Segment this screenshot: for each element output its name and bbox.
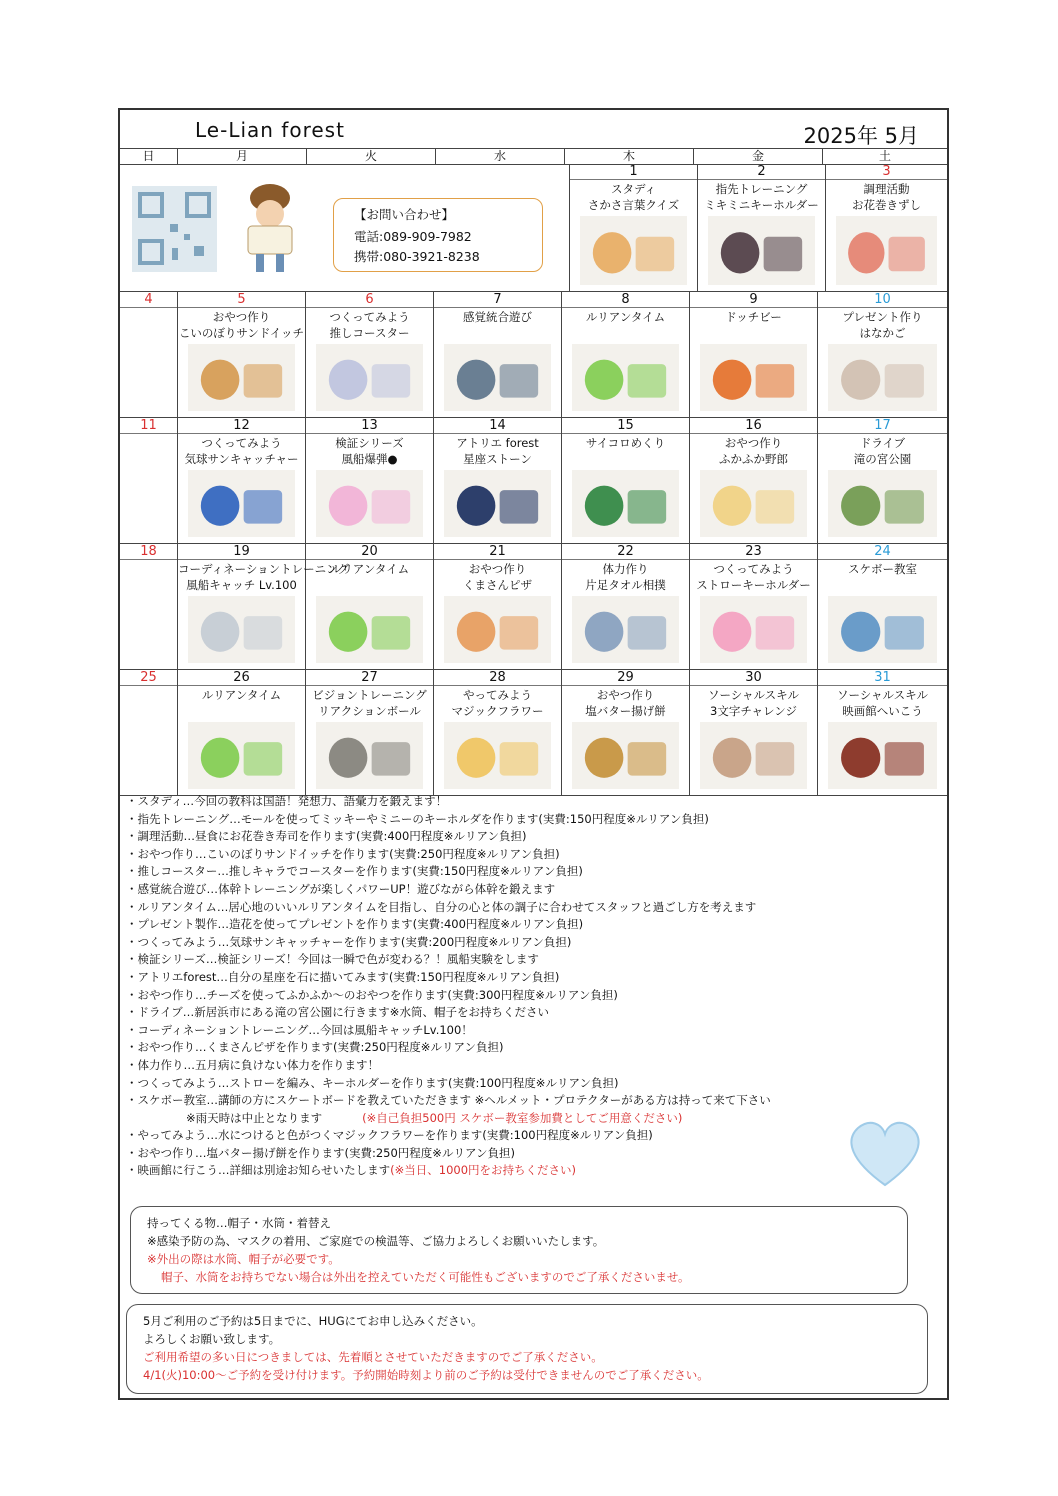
day-cell bbox=[434, 418, 562, 543]
day-cell bbox=[120, 418, 178, 543]
day-cell bbox=[178, 670, 306, 795]
activity-title: スケボー教室 bbox=[848, 562, 917, 576]
activity-subtitle: 片足タオル相撲 bbox=[585, 578, 666, 592]
reservation-line: 5月ご利用のご予約は5日までに、HUGにてお申し込みください。 bbox=[143, 1314, 483, 1328]
activity-photo-icon bbox=[828, 596, 937, 663]
day-cell bbox=[698, 164, 826, 291]
activity-photo-icon bbox=[580, 216, 687, 285]
activity-photo-icon bbox=[572, 344, 679, 411]
activity-subtitle: こいのぼりサンドイッチ bbox=[178, 326, 305, 340]
day-number: 26 bbox=[178, 670, 305, 686]
day-cell bbox=[120, 670, 178, 795]
activity-photo-icon bbox=[188, 470, 295, 537]
activity-photo-icon bbox=[316, 596, 423, 663]
activity-title: 調理活動 bbox=[863, 182, 910, 196]
day-cell bbox=[120, 544, 178, 669]
brand-name: Le-Lian forest bbox=[195, 118, 345, 142]
activity-subtitle: 塩バター揚げ餅 bbox=[585, 704, 666, 718]
note-line: ・アトリエforest…自分の星座を石に描いてみます(実費:150円程度※ルリアン負担) bbox=[126, 969, 560, 984]
week-row bbox=[120, 164, 947, 292]
title-row bbox=[120, 110, 947, 149]
activity-title: プレゼント作り bbox=[842, 310, 923, 324]
activity-title: ルリアンタイム bbox=[329, 562, 410, 576]
outing-note: ※外出の際は水筒、帽子が必要です。 bbox=[147, 1252, 340, 1266]
day-number: 23 bbox=[690, 544, 817, 560]
day-number: 10 bbox=[818, 292, 947, 308]
day-cell bbox=[120, 292, 178, 417]
week-row bbox=[120, 670, 947, 796]
activity-photo-icon bbox=[444, 344, 551, 411]
day-cell bbox=[570, 164, 698, 291]
contact-box bbox=[333, 198, 543, 272]
contact-cell bbox=[120, 164, 570, 291]
activity-subtitle: リアクションボール bbox=[318, 704, 421, 718]
activity-title: やってみよう bbox=[463, 688, 532, 702]
week-row bbox=[120, 544, 947, 670]
day-cell bbox=[178, 292, 306, 417]
day-number: 13 bbox=[306, 418, 433, 434]
day-cell bbox=[306, 670, 434, 795]
note-line: ・スタディ…今回の教科は国語！発想力、語彙力を鍛えます！ bbox=[126, 794, 448, 808]
note-line: ・検証シリーズ…検証シリーズ！今回は一瞬で色が変わる？！風船実験をします bbox=[126, 952, 539, 967]
activity-subtitle: 風船キャッチ Lv.100 bbox=[186, 578, 297, 592]
day-cell bbox=[818, 418, 947, 543]
day-number: 21 bbox=[434, 544, 561, 560]
activity-subtitle: お花巻きずし bbox=[852, 198, 921, 212]
activity-photo-icon bbox=[836, 216, 937, 285]
activity-title: ルリアンタイム bbox=[201, 688, 282, 702]
outing-note-2: 帽子、水筒をお持ちでない場合は外出を控えていただく可能性もございますのでご了承くださいませ。 bbox=[161, 1270, 690, 1284]
activity-subtitle: 風船爆弾● bbox=[341, 452, 398, 466]
note-line: ・感覚統合遊び…体幹トレーニングが楽しくパワーUP！遊びながら体幹を鍛えます bbox=[126, 881, 556, 896]
heart-logo-icon bbox=[840, 1110, 930, 1190]
activity-photo-icon bbox=[444, 470, 551, 537]
activity-photo-icon bbox=[316, 722, 423, 789]
day-number: 19 bbox=[178, 544, 305, 560]
weekday-label: 金 bbox=[694, 148, 823, 164]
note-line: ・おやつ作り…チーズを使ってふかふか～のおやつを作ります(実費:300円程度※ルリアン負担) bbox=[126, 987, 618, 1002]
day-cell bbox=[562, 292, 690, 417]
contact-phone: 電話:089-909-7982 bbox=[354, 229, 472, 244]
day-number: 17 bbox=[818, 418, 947, 434]
activity-photo-icon bbox=[444, 596, 551, 663]
activity-title: ソーシャルスキル bbox=[707, 688, 800, 702]
day-number: 30 bbox=[690, 670, 817, 686]
day-number: 5 bbox=[178, 292, 305, 308]
skate-fee-note: (※自己負担500円 スケボー教室参加費としてご用意ください) bbox=[362, 1110, 683, 1125]
day-number: 27 bbox=[306, 670, 433, 686]
day-number: 16 bbox=[690, 418, 817, 434]
day-cell bbox=[306, 418, 434, 543]
day-cell bbox=[690, 292, 818, 417]
activity-subtitle: ストローキーホルダー bbox=[696, 578, 811, 592]
activity-title: ルリアンタイム bbox=[585, 310, 666, 324]
day-number: 25 bbox=[120, 670, 177, 686]
activity-subtitle: 星座ストーン bbox=[463, 452, 532, 466]
movie-note: ・映画館に行こう…詳細は別途お知らせいたします bbox=[126, 1163, 391, 1178]
note-line: ・おやつ作り…くまさんピザを作ります(実費:250円程度※ルリアン負担) bbox=[126, 1040, 504, 1055]
activity-subtitle: はなかご bbox=[859, 326, 906, 340]
activity-title: つくってみよう bbox=[201, 436, 282, 450]
activity-title: おやつ作り bbox=[724, 436, 783, 450]
note-line: ・体力作り…五月病に負けない体力を作ります！ bbox=[126, 1057, 379, 1072]
day-cell bbox=[690, 418, 818, 543]
day-number: 11 bbox=[120, 418, 177, 434]
note-line: ・ルリアンタイム…居心地のいいルリアンタイムを目指し、自分の心と体の調子に合わせてスタッフと過ごし方を考えます bbox=[126, 899, 757, 914]
day-cell bbox=[562, 544, 690, 669]
activity-photo-icon bbox=[572, 470, 679, 537]
activity-title: コーディネーショントレーニング bbox=[178, 562, 349, 576]
activity-title: 感覚統合遊び bbox=[463, 310, 532, 324]
weekday-label: 土 bbox=[878, 149, 891, 163]
day-number: 9 bbox=[690, 292, 817, 308]
week-row bbox=[120, 292, 947, 418]
day-cell bbox=[306, 292, 434, 417]
qr-code-icon bbox=[132, 186, 217, 272]
note-line: ・やってみよう…水につけると色がつくマジックフラワーを作ります(実費:100円程度※ルリアン負担) bbox=[126, 1128, 653, 1143]
activity-photo-icon bbox=[444, 722, 551, 789]
activity-subtitle: マジックフラワー bbox=[451, 704, 544, 718]
note-line: ・コーディネーショントレーニング…今回は風船キャッチLv.100！ bbox=[126, 1022, 473, 1037]
day-number: 15 bbox=[562, 418, 689, 434]
day-cell bbox=[434, 670, 562, 795]
activity-photo-icon bbox=[572, 596, 679, 663]
activity-title: ビジョントレーニング bbox=[312, 688, 427, 702]
weekday-label: 月 bbox=[178, 148, 307, 164]
note-line: ・おやつ作り…こいのぼりサンドイッチを作ります(実費:250円程度※ルリアン負担) bbox=[126, 846, 560, 861]
day-number: 29 bbox=[562, 670, 689, 686]
contact-mobile: 携帯:080-3921-8238 bbox=[354, 249, 480, 264]
infection-note: ※感染予防の為、マスクの着用、ご家庭での検温等、ご協力よろしくお願いいたします。 bbox=[147, 1234, 605, 1248]
activity-photo-icon bbox=[188, 596, 295, 663]
note-line: ・調理活動…昼食にお花巻き寿司を作ります(実費:400円程度※ルリアン負担) bbox=[126, 829, 527, 844]
day-number: 12 bbox=[178, 418, 305, 434]
day-cell bbox=[690, 670, 818, 795]
day-number: 20 bbox=[306, 544, 433, 560]
note-line: ・おやつ作り…塩バター揚げ餅を作ります(実費:250円程度※ルリアン負担) bbox=[126, 1145, 515, 1160]
note-line: ・プレゼント製作…造花を使ってプレゼントを作ります(実費:400円程度※ルリアン負担) bbox=[126, 917, 584, 932]
day-cell bbox=[434, 544, 562, 669]
weekday-label: 水 bbox=[436, 148, 565, 164]
day-cell bbox=[690, 544, 818, 669]
day-number: 18 bbox=[120, 544, 177, 560]
activity-title: おやつ作り bbox=[468, 562, 527, 576]
activity-subtitle: 推しコースター bbox=[329, 326, 410, 340]
activity-photo-icon bbox=[828, 470, 937, 537]
day-cell bbox=[818, 544, 947, 669]
activity-title: 指先トレーニング bbox=[715, 182, 808, 196]
activity-subtitle: ミキミニキーホルダー bbox=[704, 198, 819, 212]
note-line: ・つくってみよう…気球サンキャッチャーを作ります(実費:200円程度※ルリアン負担) bbox=[126, 934, 572, 949]
reservation-priority: ご利用希望の多い日につきましては、先着順とさせていただきますのでご了承ください。 bbox=[143, 1350, 603, 1364]
note-line-movie bbox=[126, 1162, 941, 1180]
activity-title: おやつ作り bbox=[212, 310, 271, 324]
day-cell bbox=[826, 164, 947, 291]
day-cell bbox=[178, 418, 306, 543]
week-row bbox=[120, 418, 947, 544]
day-cell bbox=[562, 670, 690, 795]
activity-photo-icon bbox=[316, 470, 423, 537]
day-number: 22 bbox=[562, 544, 689, 560]
weekday-label: 火 bbox=[307, 148, 436, 164]
activity-photo-icon bbox=[572, 722, 679, 789]
note-line-rain bbox=[126, 1110, 941, 1128]
activity-subtitle: 映画館へいこう bbox=[842, 704, 923, 718]
activity-subtitle: ふかふか野郎 bbox=[719, 452, 788, 466]
note-line: ・指先トレーニング…モールを使ってミッキーやミニーのキーホルダを作ります(実費:150円程度※ルリアン負担) bbox=[126, 811, 709, 826]
day-number: 6 bbox=[306, 292, 433, 308]
activity-title: ドッチビー bbox=[725, 310, 782, 324]
mascot-icon bbox=[230, 176, 310, 276]
activity-photo-icon bbox=[708, 216, 815, 285]
activity-photo-icon bbox=[700, 344, 807, 411]
activity-subtitle: 滝の宮公園 bbox=[853, 452, 912, 466]
day-cell bbox=[178, 544, 349, 669]
day-cell bbox=[306, 544, 434, 669]
activity-subtitle: くまさんピザ bbox=[463, 578, 532, 592]
activity-title: ソーシャルスキル bbox=[836, 688, 929, 702]
day-number: 4 bbox=[120, 292, 177, 308]
movie-fee-note: (※当日、1000円をお持ちください) bbox=[390, 1163, 577, 1178]
year-month: 2025年 5月 bbox=[803, 124, 919, 148]
activity-subtitle: 気球サンキャッチャー bbox=[184, 452, 299, 466]
calendar-sheet bbox=[118, 108, 949, 1400]
contact-title: 【お問い合わせ】 bbox=[354, 207, 455, 222]
activity-photo-icon bbox=[700, 596, 807, 663]
activity-title: 検証シリーズ bbox=[335, 436, 404, 450]
weekday-label: 日 bbox=[120, 148, 178, 164]
activity-photo-icon bbox=[828, 722, 937, 789]
activity-photo-icon bbox=[828, 344, 937, 411]
activity-notes bbox=[126, 793, 941, 1180]
activity-title: つくってみよう bbox=[329, 310, 410, 324]
activity-photo-icon bbox=[700, 722, 807, 789]
day-number: 28 bbox=[434, 670, 561, 686]
activity-subtitle: 3文字チャレンジ bbox=[710, 704, 797, 718]
note-line: ・つくってみよう…ストローを編み、キーホルダーを作ります(実費:100円程度※ルリアン負担) bbox=[126, 1075, 619, 1090]
day-number: 8 bbox=[562, 292, 689, 308]
reservation-box bbox=[126, 1304, 928, 1394]
weekday-header bbox=[120, 148, 947, 165]
activity-photo-icon bbox=[316, 344, 423, 411]
day-number: 31 bbox=[818, 670, 947, 686]
day-cell bbox=[818, 292, 947, 417]
day-number: 1 bbox=[570, 164, 697, 180]
note-line: ・推しコースター…推しキャラでコースターを作ります(実費:150円程度※ルリアン負担) bbox=[126, 864, 583, 879]
reservation-start: 4/1(火)10:00～ご予約を受け付けます。予約開始時刻より前のご予約は受付できませんのでご了承ください。 bbox=[143, 1368, 709, 1382]
activity-title: ドライブ bbox=[859, 436, 906, 450]
activity-title: アトリエ forest bbox=[456, 436, 539, 450]
activity-photo-icon bbox=[700, 470, 807, 537]
day-number: 24 bbox=[818, 544, 947, 560]
day-cell bbox=[818, 670, 947, 795]
activity-title: サイコロめくり bbox=[585, 436, 666, 450]
belongings-box bbox=[130, 1206, 908, 1294]
rain-note: ※雨天時は中止となります bbox=[186, 1110, 323, 1125]
day-number: 14 bbox=[434, 418, 561, 434]
day-number: 3 bbox=[826, 164, 947, 180]
reservation-thanks: よろしくお願い致します。 bbox=[143, 1332, 281, 1346]
weekday-label: 木 bbox=[565, 148, 694, 164]
note-line: ・ドライブ…新居浜市にある滝の宮公園に行きます※水筒、帽子をお持ちください bbox=[126, 1005, 549, 1020]
day-number: 2 bbox=[698, 164, 825, 180]
activity-title: つくってみよう bbox=[713, 562, 794, 576]
day-number: 7 bbox=[434, 292, 561, 308]
activity-photo-icon bbox=[188, 722, 295, 789]
activity-title: おやつ作り bbox=[596, 688, 655, 702]
day-cell bbox=[434, 292, 562, 417]
note-line: ・スケボー教室…講師の方にスケートボードを教えていただきます ※ヘルメット・プロテクターがある方は持って来て下さい bbox=[126, 1093, 771, 1108]
activity-subtitle: さかさ言葉クイズ bbox=[587, 198, 680, 212]
activity-title: スタディ bbox=[610, 182, 657, 196]
belongings-line: 持ってくる物…帽子・水筒・着替え bbox=[147, 1216, 331, 1230]
activity-photo-icon bbox=[188, 344, 295, 411]
day-cell bbox=[562, 418, 690, 543]
activity-title: 体力作り bbox=[602, 562, 649, 576]
calendar-grid bbox=[120, 164, 947, 796]
